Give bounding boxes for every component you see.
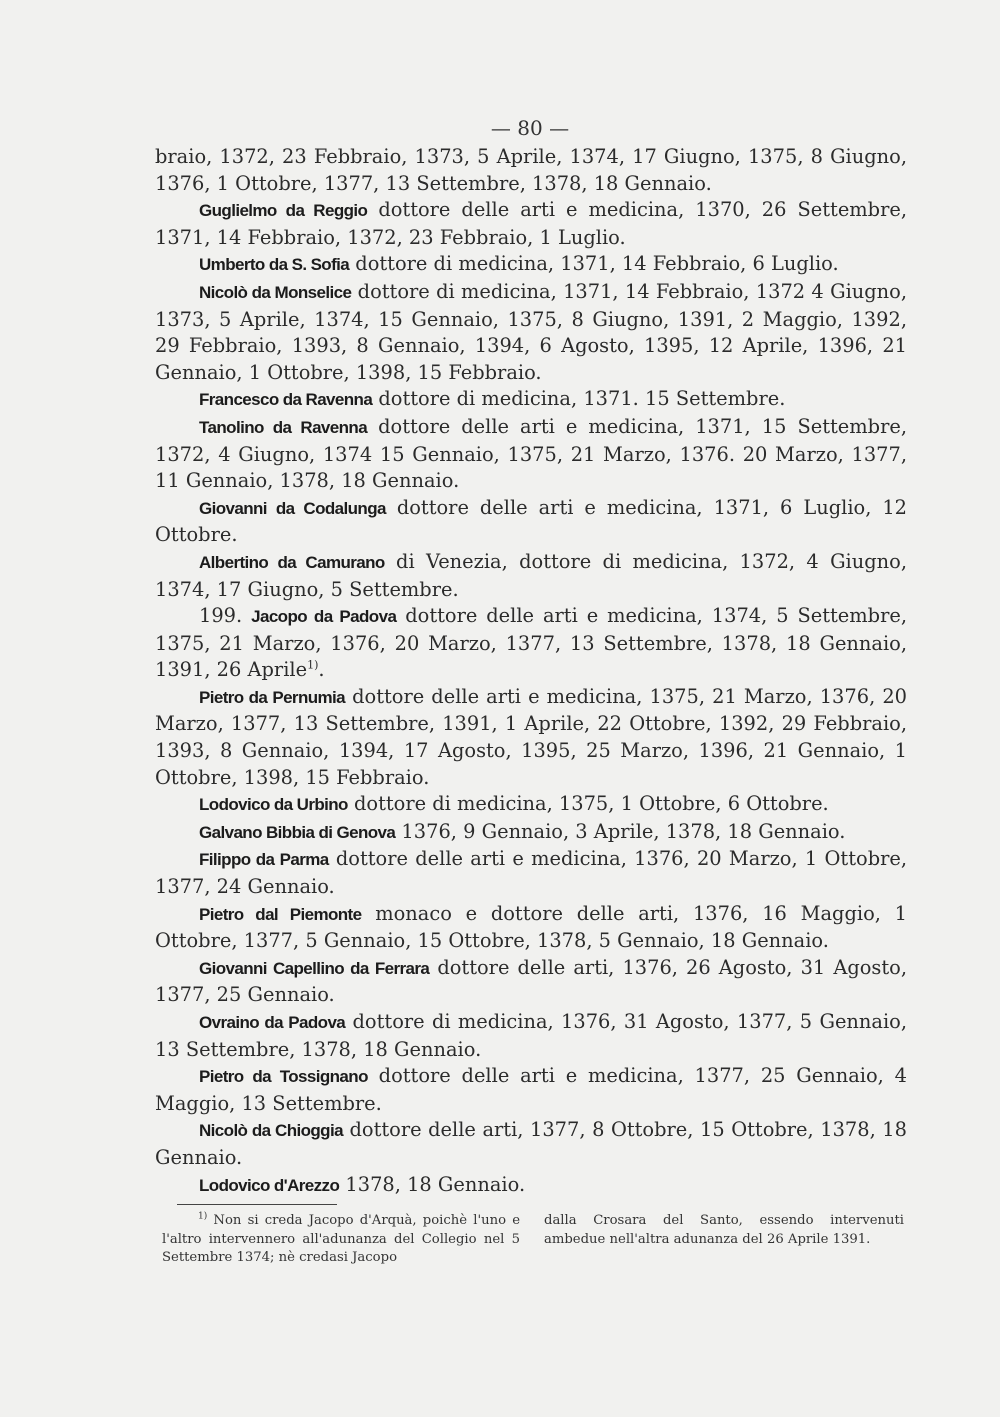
entry xyxy=(155,901,907,955)
entry-text: dottore delle arti e medicina, 1371, 6 Luglio, 12 Ottobre. xyxy=(155,495,908,547)
entry-name: Lodovico d'Arezzo xyxy=(199,1175,340,1195)
entry xyxy=(155,791,907,819)
entry-name: Nicolò da Chioggia xyxy=(199,1121,343,1141)
entry-name: Francesco da Ravenna xyxy=(199,390,373,410)
entry xyxy=(155,495,907,549)
entry-text: dottore di medicina, 1371, 14 Febbraio, 6 Luglio. xyxy=(349,252,839,276)
entry xyxy=(155,1117,907,1171)
entry-number: 199. xyxy=(199,604,252,628)
entry xyxy=(155,1172,907,1200)
entry-text: dottore delle arti e medicina, 1370, 26 Settembre, 1371, 14 Febbraio, 1372, 23 Febbraio, 1 Luglio. xyxy=(155,198,908,249)
entry-text: dottore delle arti, 1376, 26 Agosto, 31 Agosto, 1377, 25 Gennaio. xyxy=(155,955,907,1007)
entry-name: Nicolò da Monselice xyxy=(199,282,352,302)
entry-text: dottore delle arti e medicina, 1376, 20 Marzo, 1 Ottobre, 1377, 24 Gennaio. xyxy=(155,847,908,899)
entry-text: di Venezia, dottore di medicina, 1372, 4 Giugno, 1374, 17 Giugno, 5 Settembre. xyxy=(155,549,907,601)
entry-name: Ovraino da Padova xyxy=(199,1013,346,1032)
footnote-marker: 1) xyxy=(198,1211,208,1222)
entry xyxy=(155,603,907,684)
entry xyxy=(155,1009,907,1063)
entry-name: Albertino da Camurano xyxy=(199,552,385,572)
entry-name: Lodovico da Urbino xyxy=(199,795,348,815)
entry-text: 1376, 9 Gennaio, 3 Aprile, 1378, 18 Gennaio. xyxy=(395,819,846,843)
entry-text: dottore di medicina, 1376, 31 Agosto, 1377, 5 Gennaio, 13 Settembre, 1378, 18 Gennaio. xyxy=(155,1010,907,1061)
entry-name: Filippo da Parma xyxy=(199,850,329,870)
entry-text: monaco e dottore delle arti, 1376, 16 Maggio, 1 Ottobre, 1377, 5 Gennaio, 15 Ottobre, 1378, 5 Gennaio, 18 Gennaio. xyxy=(155,901,907,953)
entry xyxy=(155,414,907,495)
entry-text: braio, 1372, 23 Febbraio, 1373, 5 Aprile, 1374, 17 Giugno, 1375, 8 Giugno, 1376, 1 Ottobre, 1377, 13 Settembre, 1378, 18 Gennaio. xyxy=(155,145,907,195)
entry xyxy=(155,1063,907,1117)
entry-text: dottore di medicina, 1371. 15 Settembre. xyxy=(372,387,786,411)
entry-text: dottore di medicina, 1371, 14 Febbraio, 1372 4 Giugno, 1373, 5 Aprile, 1374, 15 Gennaio, 1375, 8 Giugno, 1391, 2 Maggio, 1392, 29 Febbraio, 1393, 8 Gennaio, 1394, 6 Agosto, 1395, 12 Aprile, 1396, 21 Gennaio, 1 Ottobre, 1398, 15 Febbraio. xyxy=(155,279,908,384)
entry-name: Giovanni Capellino da Ferrara xyxy=(199,958,430,978)
entry-name: Umberto da S. Sofia xyxy=(199,255,350,275)
footnote-column-left xyxy=(162,1212,520,1268)
entry-continuation xyxy=(155,144,907,197)
footnote-text: Non si creda Jacopo d'Arquà, poichè l'uno e l'altro intervennero all'adunanza del Collegio nel 5 Settembre 1374; nè credasi Jacopo xyxy=(162,1213,520,1266)
entry-name: Giovanni da Codalunga xyxy=(199,498,386,518)
footnote xyxy=(162,1212,520,1268)
entry-name: Pietro dal Piemonte xyxy=(199,904,362,924)
page-number: — 80 — xyxy=(490,116,570,140)
entry-name: Jacopo da Padova xyxy=(251,607,397,627)
entry xyxy=(155,279,907,386)
entry-name: Galvano Bibbia di Genova xyxy=(199,822,396,842)
entry-name: Pietro da Pernumia xyxy=(199,687,346,707)
entry-text: dottore delle arti e medicina, 1371, 15 Settembre, 1372, 4 Giugno, 1374 15 Gennaio, 1375, 21 Marzo, 1376. 20 Marzo, 1377, 11 Gennaio, 1378, 18 Gennaio. xyxy=(155,414,907,493)
entry xyxy=(155,846,907,900)
entry-text: dottore di medicina, 1375, 1 Ottobre, 6 Ottobre. xyxy=(347,792,829,816)
entry-list xyxy=(155,144,907,1199)
entry-text: dottore delle arti e medicina, 1374, 5 Settembre, 1375, 21 Marzo, 1376, 20 Marzo, 1377, 13 Settembre, 1378, 18 Gennaio, 1391, 26 Aprile xyxy=(155,604,907,682)
entry-text: dottore delle arti e medicina, 1375, 21 Marzo, 1376, 20 Marzo, 1377, 13 Settembre, 1391, 1 Aprile, 22 Ottobre, 1392, 29 Febbraio, 1393, 8 Gennaio, 1394, 17 Agosto, 1395, 25 Marzo, 1396, 21 Gennaio, 1 Ottobre, 1398, 15 Febbraio. xyxy=(155,684,908,789)
entry xyxy=(155,955,907,1009)
footnote-rule xyxy=(177,1204,337,1205)
entry-text: dottore delle arti e medicina, 1377, 25 Gennaio, 4 Maggio, 13 Settembre. xyxy=(155,1064,907,1115)
entry xyxy=(155,684,907,791)
entry-text: dottore delle arti, 1377, 8 Ottobre, 15 Ottobre, 1378, 18 Gennaio. xyxy=(155,1118,907,1169)
entry-name: Tanolino da Ravenna xyxy=(199,417,368,437)
entry-text-tail: . xyxy=(318,658,325,682)
footnote-column-right xyxy=(544,1212,904,1249)
entry xyxy=(155,197,907,251)
entry xyxy=(155,549,907,603)
entry xyxy=(155,386,907,414)
footnote-continuation: dalla Crosara del Santo, essendo intervenuti ambedue nell'altra adunanza del 26 Aprile 1391. xyxy=(544,1213,904,1247)
entry xyxy=(155,819,907,847)
footnote-reference[interactable]: 1) xyxy=(307,658,319,672)
entry-text: 1378, 18 Gennaio. xyxy=(339,1172,526,1196)
entry xyxy=(155,251,907,279)
entry-name: Guglielmo da Reggio xyxy=(199,201,368,221)
entry-name: Pietro da Tossignano xyxy=(199,1067,368,1087)
